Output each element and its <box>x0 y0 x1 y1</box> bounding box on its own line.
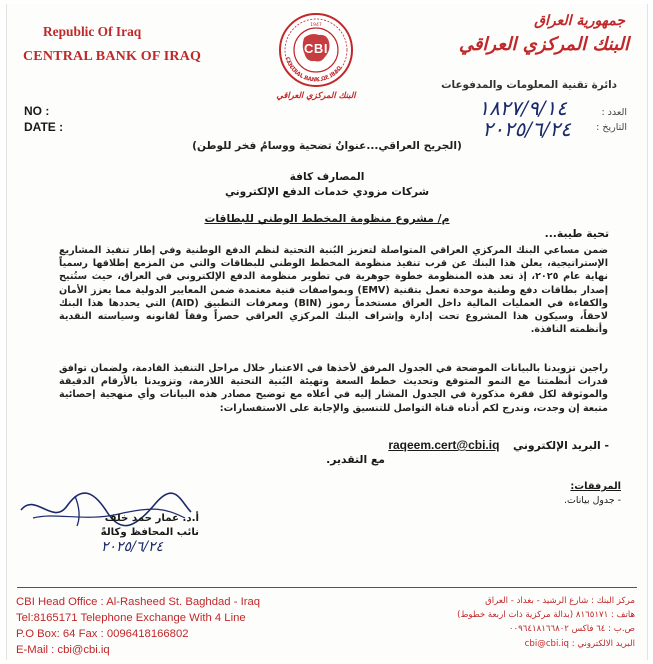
reference-date: ٢٠٢٥/٦/٢٤ <box>482 117 571 141</box>
contact-label: - البريد الإلكتروني <box>512 439 609 452</box>
slogan: (الجريح العراقي...عنوانُ تضحية ووسامُ فخر للوطن) <box>192 140 462 152</box>
date-label: DATE : <box>24 120 64 134</box>
logo-ar: البنك المركزي العراقي <box>276 90 356 100</box>
addressee-banks: المصارف كافة <box>289 171 365 183</box>
footer-en-pobox: P.O Box: 64 Fax : 0096418166802 <box>16 628 189 640</box>
logo-year: 1947 <box>310 23 322 28</box>
signatory-name: أ.د. عمار حمد خلف <box>104 513 199 524</box>
footer-ar-address: مركز البنك : شارع الرشيد - بغداد - العراق <box>485 596 635 606</box>
greeting: تحية طيبة... <box>544 227 609 240</box>
subject-line <box>7 212 647 225</box>
logo-ring-text: CENTRAL BANK OF IRAQ <box>284 56 344 84</box>
contact-line <box>388 438 609 452</box>
bank-name-en: CENTRAL BANK OF IRAQ <box>23 49 202 64</box>
attachments-label: المرفقات: <box>570 481 621 492</box>
footer-ar-email: البريد الالكتروني : cbi@cbi.iq <box>524 638 635 649</box>
signature-date: ٢٠٢٥/٦/٢٤ <box>101 539 164 555</box>
footer-en-email: E-Mail : cbi@cbi.iq <box>16 644 110 656</box>
cbi-logo <box>271 10 361 106</box>
paragraph-request: راجين تزويدنا بالبيانات الموضحة في الجدول المرفق لأخذها في الاعتبار خلال مراحل التنفيذ القادمة، ولضمان توافق قدرات أنظمتنا مع النمو المتوقع وتحديث خطط السعة وتهيئة البُنية التحتية اللازمة، وتزويدنا بالأرقام الدقيقة والموثوقة لكل فقرة مذكورة في الجدول المشار إليه في أعلاه مع توضيح مصادر هذه البيانات وأي منهجية إحصائية متبعة إن وجدت، وندرج لكم أدناه قناة التواصل للتنسيق والإجابة على الاستفسارات: <box>59 363 608 414</box>
footer-en-phone: Tel:8165171 Telephone Exchange With 4 Line <box>16 612 246 624</box>
footer-ar-phone: هاتف : ٨١٦٥١٧١ (بدالة مركزية ذات اربعة خطوط) <box>457 610 635 621</box>
date-label-ar: التاريخ : <box>596 122 627 133</box>
logo-text: CBI <box>304 41 328 56</box>
bank-name-ar: البنك المركزي العراقي <box>458 34 629 55</box>
no-label: NO : <box>24 104 50 118</box>
letter-page <box>6 4 648 660</box>
addressee-psps: شركات مزودي خدمات الدفع الإلكتروني <box>224 186 430 198</box>
footer-divider <box>17 587 637 588</box>
contact-email-link[interactable]: raqeem.cert@cbi.iq <box>388 438 500 452</box>
signatory-title: نائب المحافظ وكالةً <box>100 527 199 538</box>
number-label-ar: العدد : <box>601 107 627 118</box>
department-ar: دائرة تقنية المعلومات والمدفوعات <box>441 79 617 91</box>
footer-ar <box>457 594 635 651</box>
footer-ar-pobox: ص.ب : ٦٤ فاكس ٠٠٩٦٤١٨١٦٦٨٠٢ <box>508 624 635 635</box>
republic-ar: جمهورية العراق <box>534 13 625 29</box>
footer-en <box>16 594 260 658</box>
paragraph-intro: ضمن مساعي البنك المركزي العراقي المتواصلة لتعزيز البُنية التحتية لنظم الدفع الوطنية وفي إطار تنفيذ المشاريع الإستراتيجية، يعلن هذا البنك عن قرب تنفيذ منظومة المخطط الوطني للبطاقات والتي من المزمع إطلاقها رسمياً نهاية عام ٢٠٢٥، إذ تعد هذه المنظومة خطوة جوهرية في تطوير منظومة الدفع الإلكتروني في العراق، حيث ستُتيح إصدار بطاقات دفع وطنية موحدة تعمل بتقنية (EMV) وبمواصفات فنية معتمدة ضمن المعايير الدولية مما يعزز الأمان والكفاءة في العمليات المالية داخل العراق مستخدماً رموز (BIN) ومعرفات التطبيق (AID) التي يحددها هذا البنك لاحقاً، وسيكون هذا المشروع تحت إدارة وإشراف البنك المركزي العراقي حصراً وفقاً لقانونه وسياسته النقدية وأنظمته النافذة. <box>59 245 609 336</box>
subject-text: م/ مشروع منظومة المخطط الوطني للبطاقات <box>204 212 450 225</box>
attachments-item: - جدول بيانات. <box>564 495 621 506</box>
reference-number: ١٨٢٧/٩/١٤ <box>478 96 567 120</box>
republic-en: Republic Of Iraq <box>43 24 142 39</box>
closing: مع التقدير. <box>326 453 385 466</box>
footer-en-address: CBI Head Office : Al-Rasheed St. Baghdad - Iraq <box>16 596 261 608</box>
